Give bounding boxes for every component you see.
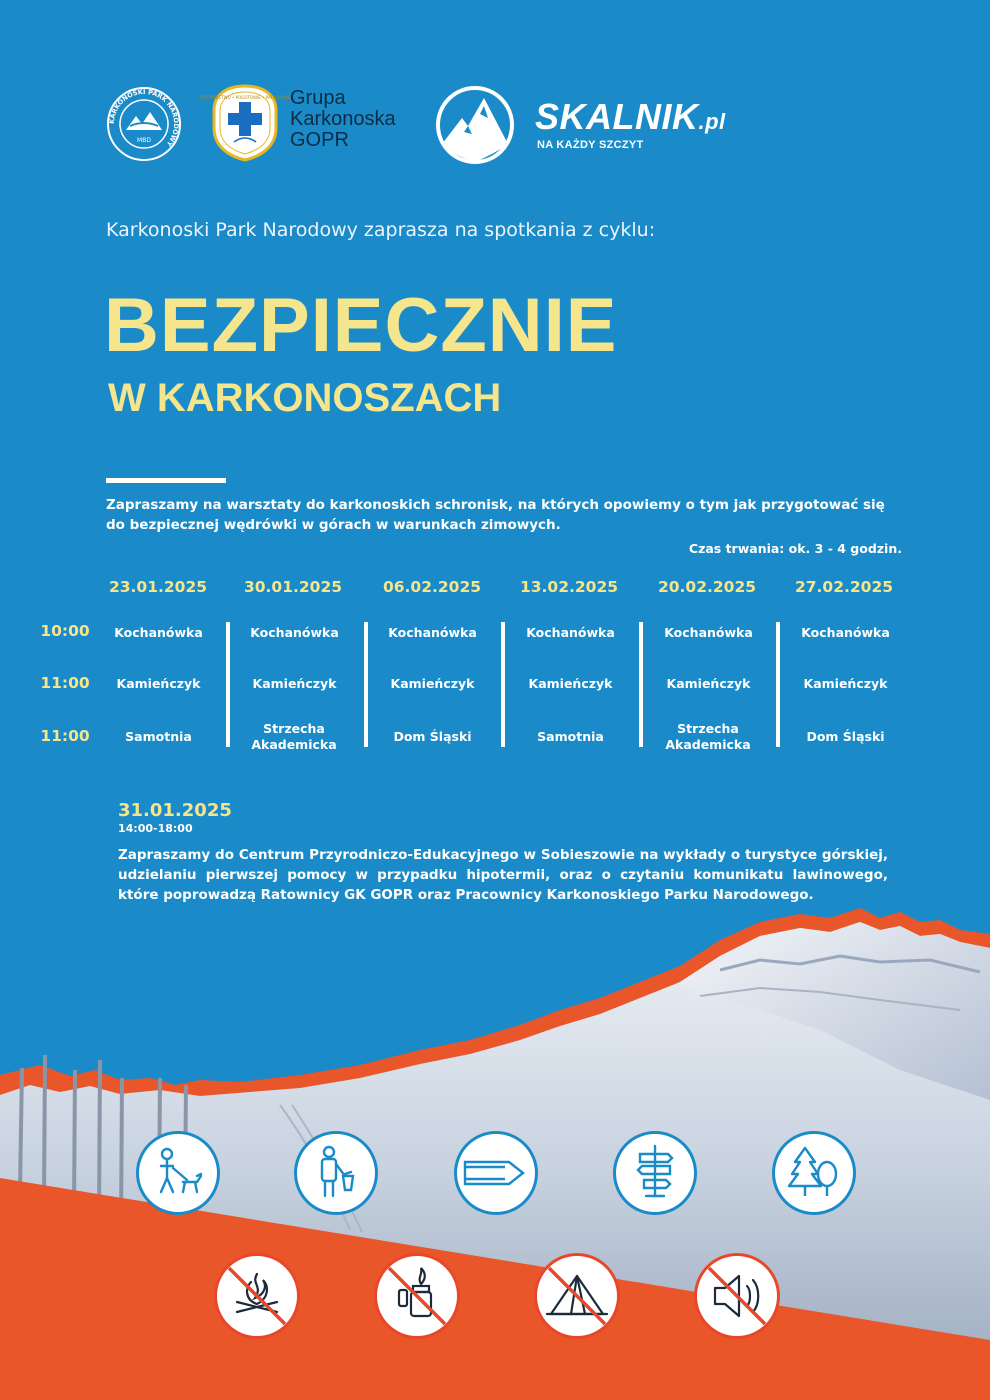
dog-on-leash-icon — [136, 1131, 220, 1215]
schedule-cell: Kamieńczyk — [252, 676, 337, 691]
skalnik-wordmark — [535, 96, 726, 138]
take-trash-icon — [294, 1131, 378, 1215]
schedule-cell: Kochanówka — [114, 625, 203, 640]
schedule-cell: Kamieńczyk — [803, 676, 888, 691]
schedule-cell: Samotnia — [125, 729, 192, 744]
no-tent-icon — [534, 1253, 620, 1339]
kpn-monogram: MBD — [137, 137, 151, 144]
no-lighter-icon — [374, 1253, 460, 1339]
schedule-cell: Kamieńczyk — [528, 676, 613, 691]
protect-nature-icon — [772, 1131, 856, 1215]
schedule-date: 13.02.2025 — [519, 578, 619, 596]
logo-bar — [0, 0, 990, 200]
column-divider — [226, 622, 230, 747]
marked-trail-icon — [454, 1131, 538, 1215]
schedule-cell: Strzecha Akademicka — [665, 721, 751, 752]
gopr-seal — [199, 84, 291, 162]
schedule-time: 10:00 — [40, 622, 90, 640]
schedule-time: 11:00 — [40, 674, 90, 692]
schedule-date: 23.01.2025 — [108, 578, 208, 596]
schedule-date: 27.02.2025 — [794, 578, 894, 596]
workshops-description: Zapraszamy na warsztaty do karkonoskich schronisk, na których opowiemy o tym jak przygotować się do bezpiecznej wędrówki w górach w warunkach zimowych. — [106, 497, 885, 533]
schedule-cell: Dom Śląski — [393, 729, 472, 744]
intro-text: Karkonoski Park Narodowy zaprasza na spotkania z cyklu: — [106, 219, 656, 241]
schedule-cell: Strzecha Akademicka — [251, 721, 337, 752]
schedule-cell: Kamieńczyk — [390, 676, 475, 691]
schedule-time: 11:00 — [40, 727, 90, 745]
column-divider — [639, 622, 643, 747]
title-line-1: BEZPIECZNIE — [104, 283, 618, 368]
schedule-cell: Samotnia — [537, 729, 604, 744]
no-noise-icon — [694, 1253, 780, 1339]
lecture-date: 31.01.2025 — [118, 800, 232, 821]
schedule-cell: Kochanówka — [388, 625, 477, 640]
schedule-date: 06.02.2025 — [382, 578, 482, 596]
column-divider — [364, 622, 368, 747]
schedule-cell: Kamieńczyk — [666, 676, 751, 691]
no-campfire-icon — [214, 1253, 300, 1339]
schedule-cell: Kochanówka — [801, 625, 890, 640]
gopr-line-1: Grupa — [290, 87, 346, 109]
schedule-cell: Kochanówka — [664, 625, 753, 640]
column-divider — [776, 622, 780, 747]
signpost-icon — [613, 1131, 697, 1215]
kpn-logo — [106, 86, 182, 162]
schedule-date: 30.01.2025 — [243, 578, 343, 596]
lecture-time: 14:00-18:00 — [118, 822, 193, 835]
skalnik-tagline: NA KAŻDY SZCZYT — [537, 139, 644, 151]
gopr-seal-ring-text: RATOWNICTWO • POGOTOWIE • PATROLOWE — [199, 95, 291, 100]
skalnik-name: SKALNIK — [535, 96, 699, 137]
title-line-2: W KARKONOSZACH — [108, 376, 502, 420]
workshops-duration: Czas trwania: ok. 3 - 4 godzin. — [688, 541, 902, 556]
gopr-name — [290, 88, 396, 151]
column-divider — [501, 622, 505, 747]
schedule-cell: Kochanówka — [250, 625, 339, 640]
gopr-line-3: GOPR — [290, 129, 349, 151]
kpn-ring-text: KARKONOSKI PARK NARODOWY — [107, 87, 181, 148]
schedule-cell: Kamieńczyk — [116, 676, 201, 691]
gopr-line-2: Karkonoska — [290, 108, 396, 130]
skalnik-domain: .pl — [698, 109, 726, 134]
schedule-date: 20.02.2025 — [657, 578, 757, 596]
schedule-cell: Dom Śląski — [806, 729, 885, 744]
schedule-cell: Kochanówka — [526, 625, 615, 640]
lecture-description: Zapraszamy do Centrum Przyrodniczo-Edukacyjnego w Sobieszowie na wykłady o turystyce górskiej, udzielaniu pierwszej pomocy w przypadku hipotermii, oraz o czytaniu komunikatu lawinowego, które poprowadzą Ratownicy GK GOPR oraz Pracownicy Karkonoskiego Parku Narodowego. — [118, 847, 888, 903]
skalnik-mountain-icon — [434, 84, 516, 166]
divider — [106, 478, 226, 483]
